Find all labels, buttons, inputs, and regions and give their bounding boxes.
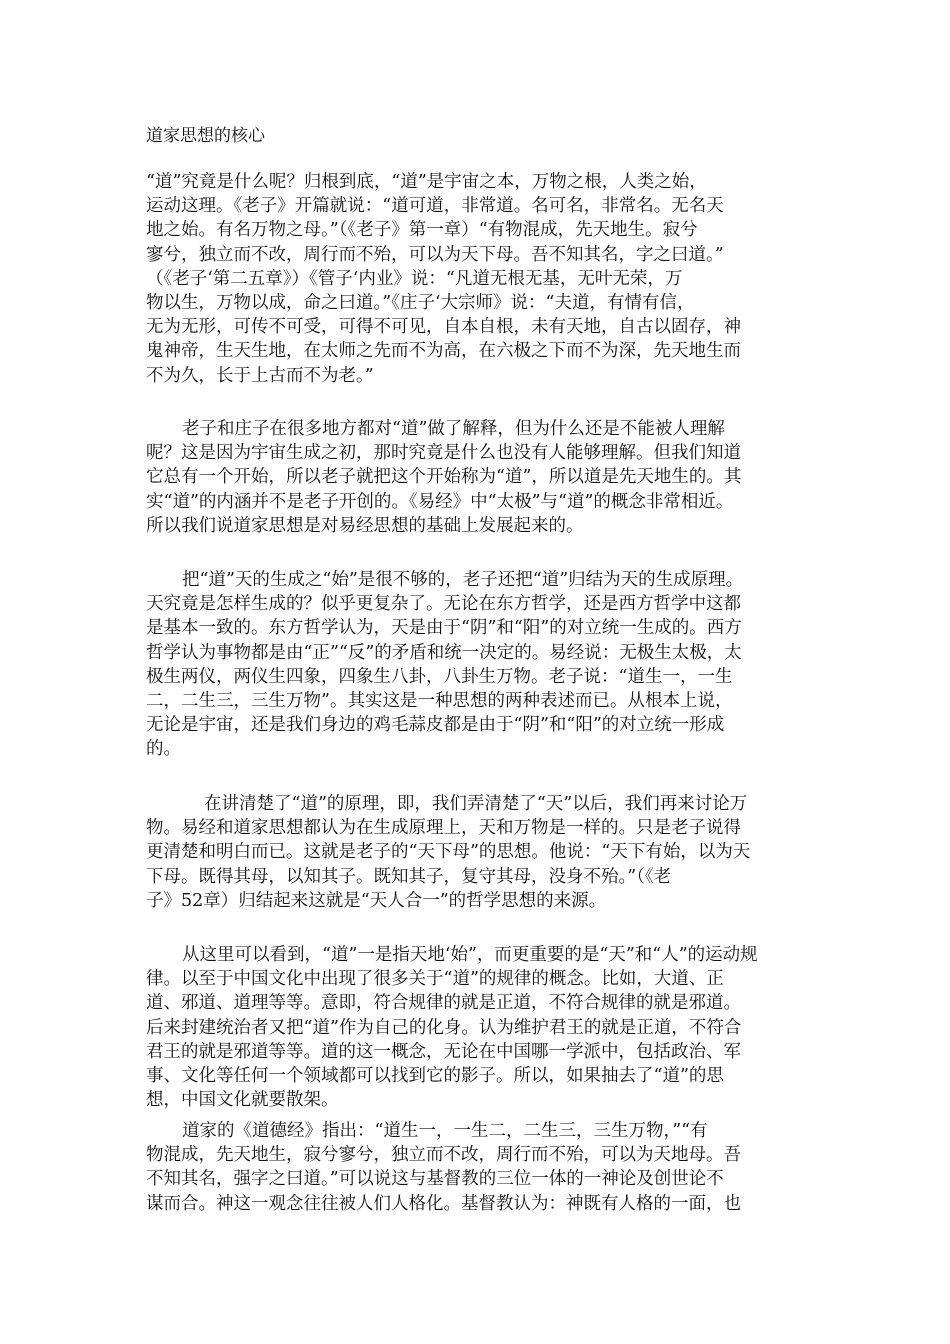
paragraph-line: 子》52章）归结起来这就是“天人合一”的哲学思想的来源。 [146, 890, 607, 911]
paragraph-2 [146, 417, 806, 538]
paragraph-line: 君王的就是邪道等等。道的这一概念，无论在中国哪一学派中，包括政治、军 [146, 1041, 741, 1062]
paragraph-3 [146, 568, 806, 762]
paragraph-1 [146, 170, 806, 388]
paragraph-line: 物以生，万物以成，命之曰道。”《庄子‘大宗师》说：“夫道，有情有信， [146, 292, 695, 313]
paragraph-line: 无为无形，可传不可受，可得不可见，自本自根，未有天地，自古以固存，神 [146, 317, 741, 338]
paragraph-line: 实“道”的内涵并不是老子开创的。《易经》中“太极”与“道”的概念非常相近。 [146, 491, 734, 512]
paragraph-line: 是基本一致的。东方哲学认为，天是由于“阴”和“阳”的对立统一生成的。西方 [146, 618, 742, 639]
paragraph-4 [146, 792, 806, 913]
paragraph-line: 哲学认为事物都是由“正”“反”的矛盾和统一决定的。易经说：无极生太极，太 [146, 642, 742, 663]
paragraph-line: 物。易经和道家思想都认为在生成原理上，天和万物是一样的。只是老子说得 [146, 818, 741, 839]
paragraph-line: 道、邪道、道理等等。意即，符合规律的就是正道，不符合规律的就是邪道。 [146, 993, 741, 1014]
paragraph-line: 不知其名，强字之曰道。”可以说这与基督教的三位一体的一神论及创世论不 [146, 1169, 724, 1190]
paragraph-line: 从这里可以看到，“道”一是指天地‘始”，而更重要的是“天”和“人”的运动规 [182, 945, 758, 965]
paragraph-line: 寥兮，独立而不改，周行而不殆，可以为天下母。吾不知其名，字之曰道。” [146, 244, 724, 265]
paragraph-line: 不为久，长于上古而不为老。” [146, 365, 374, 386]
paragraph-line: 呢？这是因为宇宙生成之初，那时究竟是什么也没有人能够理解。但我们知道 [146, 443, 741, 464]
paragraph-line: 的。 [146, 739, 181, 760]
paragraph-line: 极生两仪，两仪生四象，四象生八卦，八卦生万物。老子说：“道生一，一生 [146, 666, 733, 687]
paragraph-line: 它总有一个开始，所以老子就把这个开始称为“道”，所以道是先天地生的。其 [146, 467, 742, 488]
paragraph-line: 在讲清楚了“道”的原理，即，我们弄清楚了“天”以后，我们再来讨论万 [204, 794, 748, 814]
paragraph-line: 谋而合。神这一观念往往被人们人格化。基督教认为：神既有人格的一面，也 [146, 1193, 741, 1214]
paragraph-line: 鬼神帝，生天生地，在太师之先而不为高，在六极之下而不为深，先天地生而 [146, 341, 741, 362]
paragraph-line: 后来封建统治者又把“道”作为自己的化身。认为维护君王的就是正道，不符合 [146, 1017, 742, 1038]
paragraph-line: 天究竟是怎样生成的？似乎更复杂了。无论在东方哲学，还是西方哲学中这都 [146, 594, 741, 615]
paragraph-line: 道家的《道德经》指出：“道生一，一生二，二生三，三生万物，”“有 [182, 1121, 708, 1141]
paragraph-line: 所以我们说道家思想是对易经思想的基础上发展起来的。 [146, 515, 584, 536]
paragraph-line: “道”究竟是什么呢？归根到底，“道”是宇宙之本，万物之根，人类之始， [146, 172, 707, 192]
paragraph-line: 事、文化等任何一个领域都可以找到它的影子。所以，如果抽去了“道”的思 [146, 1065, 724, 1086]
paragraph-line: 把“道”天的生成之“始”是很不够的，老子还把“道”归结为天的生成原理。 [182, 570, 744, 590]
paragraph-line: 下母。既得其母，以知其子。既知其子，复守其母，没身不殆。”（《老 [146, 866, 672, 887]
paragraph-5 [146, 943, 806, 1112]
paragraph-line: 物混成，先天地生，寂兮寥兮，独立而不改，周行而不殆，可以为天地母。吾 [146, 1145, 741, 1166]
paragraph-line: 想，中国文化就要散架。 [146, 1090, 339, 1111]
paragraph-line: 运动这理。《老子》开篇就说：“道可道，非常道。名可名，非常名。无名天 [146, 196, 724, 217]
paragraph-line: 地之始。有名万物之母。”（《老子》第一章）“有物混成，先天地生。寂兮 [146, 220, 698, 241]
paragraph-line: 老子和庄子在很多地方都对“道”做了解释，但为什么还是不能被人理解 [182, 419, 725, 439]
paragraph-6 [146, 1119, 806, 1216]
document-title: 道家思想的核心 [146, 126, 265, 146]
paragraph-line: （《老子‘第二五章》）《管子‘内业》说：“凡道无根无基，无叶无荣，万 [146, 268, 683, 289]
paragraph-line: 二，二生三，三生万物”。其实这是一种思想的两种表述而已。从根本上说， [146, 690, 733, 711]
paragraph-line: 更清楚和明白而已。这就是老子的“天下母”的思想。他说：“天下有始，以为天 [146, 842, 751, 863]
paragraph-line: 无论是宇宙，还是我们身边的鸡毛蒜皮都是由于“阴”和“阳”的对立统一形成 [146, 715, 725, 736]
paragraph-line: 律。以至于中国文化中出现了很多关于“道”的规律的概念。比如，大道、正 [146, 969, 724, 990]
